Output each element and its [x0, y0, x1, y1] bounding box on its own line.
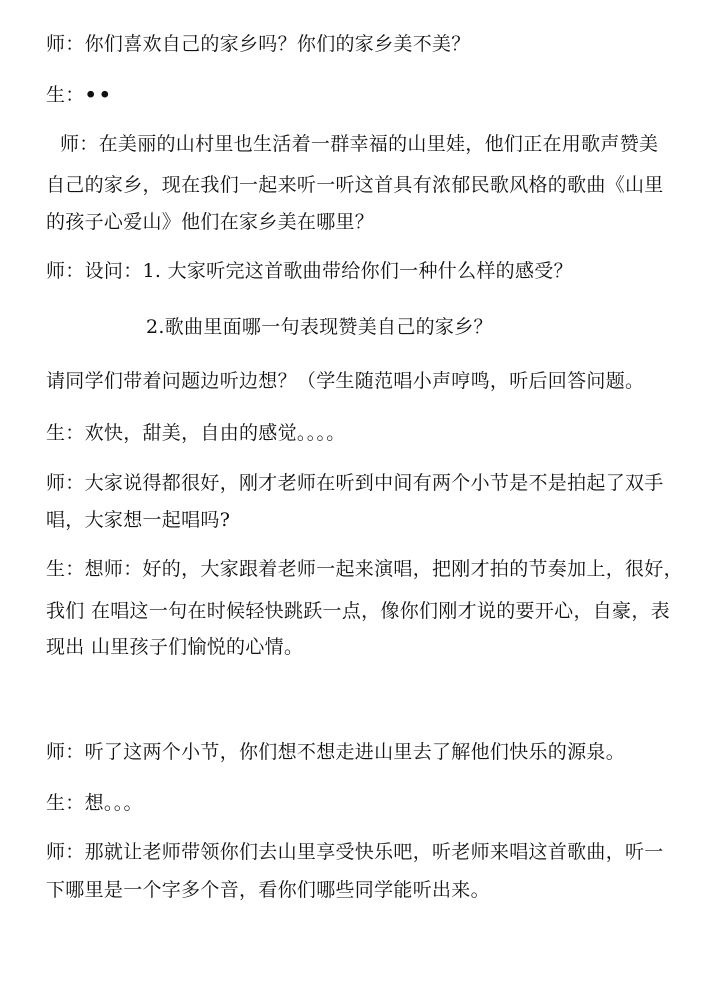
paragraph-line: 现出 山里孩子们愉悦的心情。 — [46, 636, 304, 658]
paragraph-line: 生：想。。。 — [46, 792, 143, 814]
paragraph-line: 生：欢快，甜美，自由的感觉。。。。 — [46, 422, 346, 444]
ellipsis-dots: •• — [84, 84, 113, 106]
paragraph-line: 生：想师：好的，大家跟着老师一起来演唱，把刚才拍的节奏加上，很好， — [46, 558, 683, 580]
paragraph-line — [46, 82, 113, 108]
paragraph-line: 师：在美丽的山村里也生活着一群幸福的山里娃，他们正在用歌声赞美 — [60, 133, 659, 155]
paragraph-line: 请同学们带着问题边听边想？（学生随范唱小声哼鸣，听后回答问题。 — [46, 370, 645, 392]
paragraph-line: 师：那就让老师带领你们去山里享受快乐吧，听老师来唱这首歌曲，听一 — [46, 841, 664, 863]
speaker-label: 生： — [46, 84, 85, 106]
paragraph-line: 唱，大家想一起唱吗? — [46, 509, 231, 531]
paragraph-line: 师：你们喜欢自己的家乡吗？你们的家乡美不美？ — [46, 33, 471, 55]
paragraph-line: 师：设问：1. 大家听完这首歌曲带给你们一种什么样的感受？ — [46, 260, 573, 282]
paragraph-line: 的孩子心爱山》他们在家乡美在哪里？ — [46, 211, 375, 233]
paragraph-line: 师：大家说得都很好，刚才老师在听到中间有两个小节是不是拍起了双手 — [46, 472, 664, 494]
paragraph-line: 2.歌曲里面哪一句表现赞美自己的家乡？ — [146, 316, 493, 338]
paragraph-line: 下哪里是一个字多个音，看你们哪些同学能听出来。 — [46, 879, 490, 901]
paragraph-line: 我们 在唱这一句在时候轻快跳跃一点，像你们刚才说的要开心，自豪，表 — [46, 600, 670, 622]
paragraph-line: 自己的家乡，现在我们一起来听一听这首具有浓郁民歌风格的歌曲《山里 — [46, 174, 664, 196]
paragraph-line: 师：听了这两个小节，你们想不想走进山里去了解他们快乐的源泉。 — [46, 741, 626, 763]
